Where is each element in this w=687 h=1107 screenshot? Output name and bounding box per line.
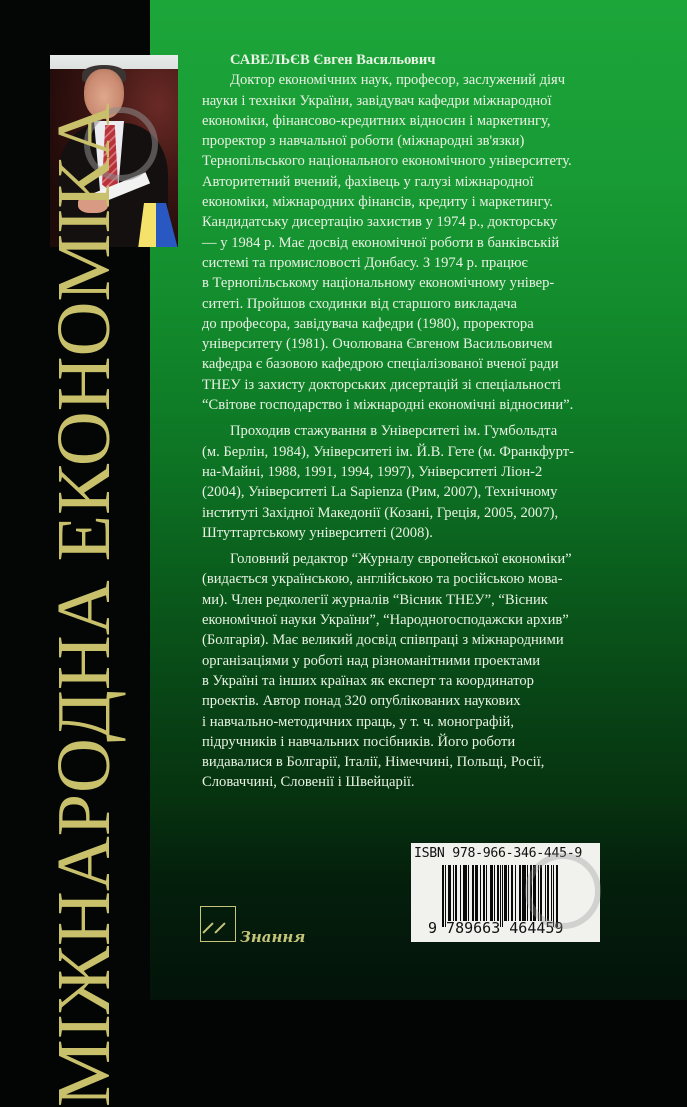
bio-paragraph-3: [202, 549, 672, 793]
bio-line: (видається українською, англійською та російською мова-: [202, 571, 563, 588]
barcode-digits: 9 789663 464459: [428, 919, 564, 937]
bio-line: (м. Берлін, 1984), Університеті ім. Й.В. Гете (м. Франкфурт-: [202, 443, 574, 460]
isbn-label: ISBN 978-966-346-445-9: [414, 846, 583, 861]
bio-line: Кандидатську дисертацію захистив у 1974 р., докторську: [202, 214, 558, 231]
bio-paragraph-1: [202, 70, 672, 415]
bio-line: Доктор економічних наук, професор, заслужений діяч: [230, 72, 566, 89]
author-bio: [202, 50, 672, 799]
bio-line: ТНЕУ із захисту докторських дисертацій зі спеціальності: [202, 376, 562, 393]
bio-line: Штутгартському університеті (2008).: [202, 524, 433, 541]
publisher-name: Знання: [240, 928, 306, 946]
bio-line: Авторитетний вчений, фахівець у галузі міжнародної: [202, 173, 534, 190]
bio-paragraph-2: [202, 421, 672, 543]
watermark-icon: [525, 853, 601, 929]
bio-line: і навчально-методичних праць, у т. ч. монографій,: [202, 713, 514, 730]
bio-line: організаціями у роботі над різноманітними проектами: [202, 652, 541, 669]
bio-line: економічної науки України”, “Народногосподажски архив”: [202, 612, 569, 629]
bio-line: інституті Західної Македонії (Козані, Греція, 2005, 2007),: [202, 504, 559, 521]
bio-line: на-Майні, 1988, 1991, 1994, 1997), Університеті Ліон-2: [202, 463, 543, 480]
author-name: САВЕЛЬЄВ Євген Васильович: [230, 52, 436, 68]
bio-line: — у 1984 р. Має досвід економічної роботи в банківській: [202, 234, 560, 251]
bio-line: (2004), Університеті La Sapienza (Рим, 2007), Технічному: [202, 484, 558, 501]
bio-line: кафедра є базовою кафедрою спеціалізованої вченої ради: [202, 356, 559, 373]
bio-line: системі та промисловості Донбасу. З 1974 р. працює: [202, 254, 528, 271]
bio-line: в Україні та інших країнах як експерт та координатор: [202, 672, 534, 689]
bio-line: ситеті. Пройшов сходинки від старшого викладача: [202, 295, 517, 312]
bio-line: Словаччині, Словенії і Швейцарії.: [202, 774, 415, 791]
isbn-barcode: [411, 843, 600, 942]
bio-line: проректор з навчальної роботи (міжнародні зв'язки): [202, 133, 525, 150]
bio-line: університету (1981). Очолювана Євгеном Васильовичем: [202, 336, 553, 353]
bio-line: до професора, завідувача кафедри (1980), проректора: [202, 315, 534, 332]
bio-line: ми). Член редколегії журналів “Вісник ТНЕУ”, “Вісник: [202, 591, 548, 608]
bio-line: підручників і навчальних посібників. Його роботи: [202, 733, 516, 750]
bio-line: економіки, фінансово-кредитних відносин і маркетингу,: [202, 112, 551, 129]
bio-line: Головний редактор “Журналу європейської економіки”: [230, 551, 572, 568]
bio-line: Проходив стажування в Університеті ім. Гумбольдта: [230, 423, 558, 440]
publisher-logo: [200, 902, 306, 946]
bio-line: видавалися в Болгарії, Італії, Німеччині, Польщі, Росії,: [202, 754, 545, 771]
bio-line: “Світове господарство і міжнародні економічні відносини”.: [202, 397, 574, 414]
bio-line: в Тернопільському національному економічному універ-: [202, 275, 555, 292]
bio-line: (Болгарія). Має великий досвід співпраці з міжнародними: [202, 632, 564, 649]
bio-line: проектів. Автор понад 320 опублікованих наукових: [202, 693, 521, 710]
bio-line: науки і техніки України, завідувач кафедри міжнародної: [202, 92, 552, 109]
bio-line: Тернопільського національного економічного університету.: [202, 153, 572, 170]
book-title-vertical: МІЖНАРОДНА ЕКОНОМІКА: [42, 103, 126, 1107]
bio-line: економіки, міжнародних фінансів, кредиту і маркетингу.: [202, 194, 553, 211]
publisher-logo-icon: [200, 906, 236, 942]
